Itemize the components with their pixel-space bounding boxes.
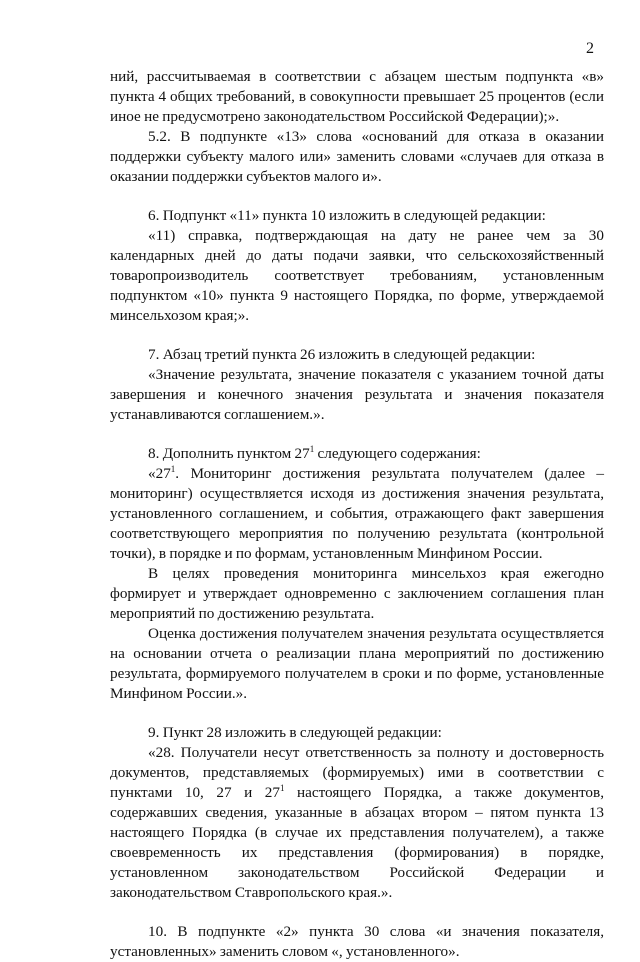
paragraph-7-heading: 7. Абзац третий пункта 26 изложить в следующей редакции: bbox=[148, 346, 536, 363]
paragraph-continuation: ний, рассчитываемая в соответствии с абзацем шестым подпункта «в» пункта 4 общих требований, в совокупности превышает 25 процентов (если иное не предусмотрено законодательством Российской Федерации);». bbox=[110, 68, 604, 125]
paragraph-6-heading: 6. Подпункт «11» пункта 10 изложить в следующей редакции: bbox=[148, 207, 546, 224]
page-number: 2 bbox=[586, 40, 594, 57]
paragraph-7-text: «Значение результата, значение показателя с указанием точной даты завершения и конечного значения результата и значения показателя устанавливаются соглашением.». bbox=[110, 366, 604, 423]
paragraph-10: 10. В подпункте «2» пункта 30 слова «и значения показателя, установленных» заменить словом «, установленного». bbox=[110, 923, 604, 960]
paragraph-9-heading: 9. Пункт 28 изложить в следующей редакции: bbox=[148, 724, 442, 741]
paragraph-6-text: «11) справка, подтверждающая на дату не ранее чем за 30 календарных дней до даты подачи заявки, что сельскохозяйственный товаропроизводитель соответствует требованиям, установленным подпунктом «10» пункта 9 настоящего Порядка, по форме, утверждаемой минсельхозом края;». bbox=[110, 227, 604, 324]
paragraph-8-heading: 8. Дополнить пунктом $27^1$ следующего содержания: bbox=[148, 444, 481, 462]
document-body bbox=[110, 67, 604, 962]
paragraph-8-assessment: Оценка достижения получателем значения результата осуществляется на основании отчета о реализации плана мероприятий по достижению результата, формируемого получателем в сроки и по форме, установленные Минфином России.». bbox=[110, 625, 604, 702]
paragraph-8-text: «$27^1$. Мониторинг достижения результата получателем (далее – мониторинг) осуществляется исходя из достижения значения результата, установленного соглашением, и события, отражающего факт завершения соответствующего мероприятия по получению результата (контрольной точки), в порядке и по формам, установленным Минфином России. bbox=[110, 464, 604, 562]
paragraph-9-text: «28. Получатели несут ответственность за полноту и достоверность документов, представляемых (формируемых) ими в соответствии с пунктами 10, 27 и $27^1$ настоящего Порядка, а также документов, содержавших сведения, указанные в абзацах втором – пятом пункта 13 настоящего Порядка (в случае их представления получателем), а также своевременность их представления (формирования) в порядке, установленном законодательством Российской Федерации и законодательством Ставропольского края.». bbox=[110, 744, 604, 901]
paragraph-5-2: 5.2. В подпункте «13» слова «оснований для отказа в оказании поддержки субъекту малого или» заменить словами «случаев для отказа в оказании поддержки субъектов малого и». bbox=[110, 128, 604, 185]
paragraph-8-monitoring: В целях проведения мониторинга минсельхоз края ежегодно формирует и утверждает одновременно с заключением соглашения план мероприятий по достижению результата. bbox=[110, 565, 604, 622]
